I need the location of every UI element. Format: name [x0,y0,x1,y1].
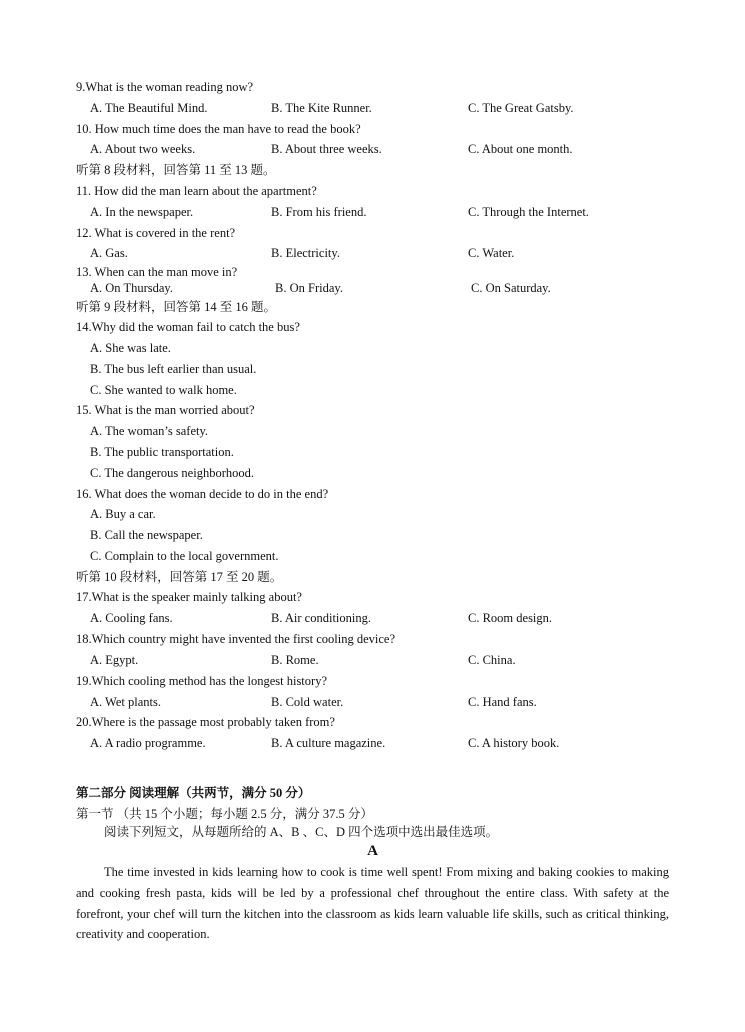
section-1-header: 第一节 （共 15 个小题；每小题 2.5 分，满分 37.5 分） [76,807,373,821]
q12-option-b: B. Electricity. [271,246,340,260]
q18-option-c: C. China. [468,653,516,667]
q9-option-a: A. The Beautiful Mind. [90,101,208,115]
question-11: 11. How did the man learn about the apartment? [76,184,317,198]
q13-option-c: C. On Saturday. [471,281,551,295]
q16-option-c: C. Complain to the local government. [90,549,279,563]
q20-option-b: B. A culture magazine. [271,736,386,750]
q19-option-b: B. Cold water. [271,695,344,709]
part-2-title: 第二部分 阅读理解（共两节，满分 50 分） [76,786,311,800]
q10-option-a: A. About two weeks. [90,142,196,156]
section-header-9: 听第 9 段材料，回答第 14 至 16 题。 [76,300,277,314]
q10-option-c: C. About one month. [468,142,573,156]
passage-paragraph: The time invested in kids learning how to cook is time well spent! From mixing and baking cookies to making and cooking fresh pasta, kids will be led by a professional chef throughout the entire class. With safety at the forefront, your chef will turn the kitchen into the classroom as kids learn valuable life skills, such as critical thinking, creativity and cooperation. [76,865,669,942]
question-9: 9.What is the woman reading now? [76,80,254,94]
section-header-8: 听第 8 段材料，回答第 11 至 13 题。 [76,163,276,177]
q16-option-b: B. Call the newspaper. [90,528,203,542]
q17-option-c: C. Room design. [468,611,553,625]
q18-option-a: A. Egypt. [90,653,139,667]
q11-option-b: B. From his friend. [271,205,367,219]
q14-option-c: C. She wanted to walk home. [90,383,237,397]
question-18: 18.Which country might have invented the first cooling device? [76,632,396,646]
q11-option-a: A. In the newspaper. [90,205,194,219]
q15-option-a: A. The woman’s safety. [90,424,209,438]
section-header-10: 听第 10 段材料，回答第 17 至 20 题。 [76,570,283,584]
q13-option-a: A. On Thursday. [90,281,173,295]
question-13: 13. When can the man move in? [76,265,238,279]
question-17: 17.What is the speaker mainly talking about? [76,590,302,604]
q9-option-c: C. The Great Gatsby. [468,101,574,115]
question-16: 16. What does the woman decide to do in the end? [76,487,329,501]
q19-option-a: A. Wet plants. [90,695,161,709]
question-15: 15. What is the man worried about? [76,403,255,417]
q18-option-b: B. Rome. [271,653,319,667]
q17-option-a: A. Cooling fans. [90,611,173,625]
question-12: 12. What is covered in the rent? [76,226,236,240]
q16-option-a: A. Buy a car. [90,507,156,521]
q20-option-a: A. A radio programme. [90,736,206,750]
q15-option-c: C. The dangerous neighborhood. [90,466,254,480]
q17-option-b: B. Air conditioning. [271,611,371,625]
q13-option-b: B. On Friday. [275,281,343,295]
q12-option-a: A. Gas. [90,246,128,260]
question-14: 14.Why did the woman fail to catch the bus? [76,320,300,334]
q12-option-c: C. Water. [468,246,515,260]
q15-option-b: B. The public transportation. [90,445,234,459]
q11-option-c: C. Through the Internet. [468,205,589,219]
q9-option-b: B. The Kite Runner. [271,101,372,115]
question-19: 19.Which cooling method has the longest history? [76,674,327,688]
q14-option-b: B. The bus left earlier than usual. [90,362,257,376]
question-10: 10. How much time does the man have to read the book? [76,122,361,136]
q10-option-b: B. About three weeks. [271,142,382,156]
question-20: 20.Where is the passage most probably taken from? [76,715,335,729]
q20-option-c: C. A history book. [468,736,560,750]
reading-instruction: 阅读下列短文，从每题所给的 A、B 、C、D 四个选项中选出最佳选项。 [104,825,499,839]
q19-option-c: C. Hand fans. [468,695,537,709]
q14-option-a: A. She was late. [90,341,171,355]
passage-letter: A [367,843,378,859]
